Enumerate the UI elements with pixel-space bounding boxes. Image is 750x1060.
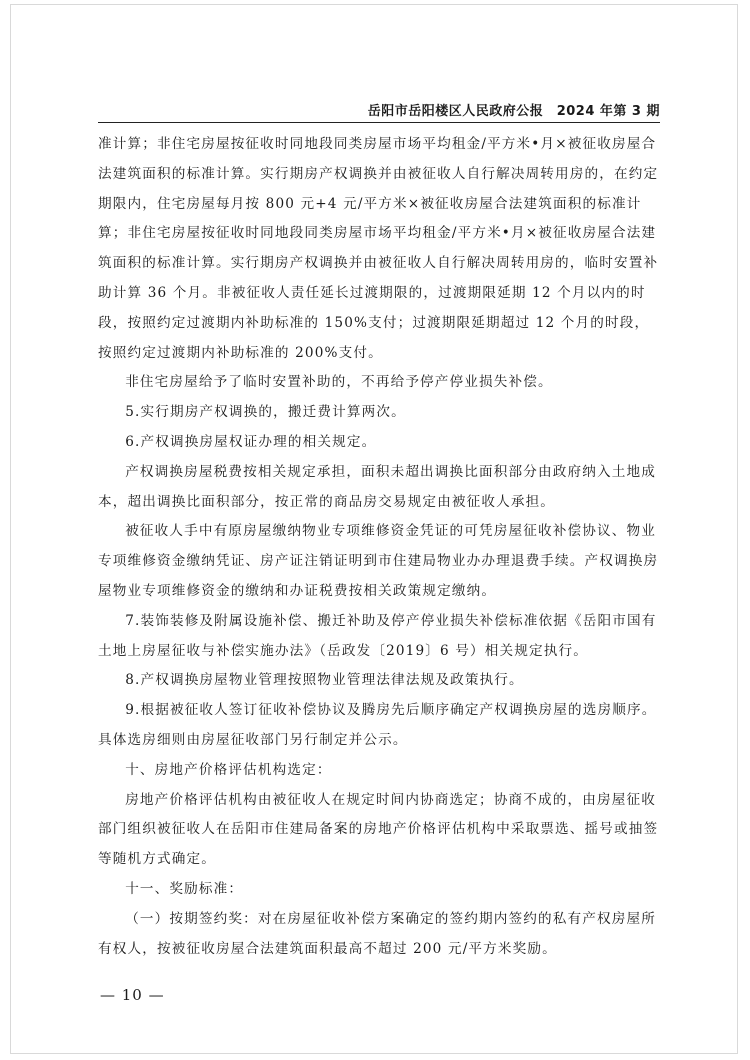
paragraph: 非住宅房屋给予了临时安置补助的，不再给予停产停业损失补偿。 <box>125 374 553 391</box>
paragraph-item-7: 7.装饰装修及附属设施补偿、搬迁补助及停产停业损失补偿标准依据《岳阳市国有土地上房屋征收与补偿实施办法》（岳政发〔2019〕6 号）相关规定执行。 <box>98 612 657 659</box>
section-heading-10: 十、房地产价格评估机构选定： <box>125 761 332 778</box>
header-divider <box>98 122 660 123</box>
paragraph-item-9: 9.根据被征收人签订征收补偿协议及腾房先后顺序确定产权调换房屋的选房顺序。具体选房细则由房屋征收部门另行制定并公示。 <box>98 702 657 748</box>
paragraph: 被征收人手中有原房屋缴纳物业专项维修资金凭证的可凭房屋征收补偿协议、物业专项维修资金缴纳凭证、房产证注销证明到市住建局物业办办理退费手续。产权调换房屋物业专项维修资金的缴纳和办证税费按相关政策规定缴纳。 <box>98 523 659 599</box>
paragraph: 产权调换房屋税费按相关规定承担，面积未超出调换比面积部分由政府纳入土地成本，超出调换比面积部分，按正常的商品房交易规定由被征收人承担。 <box>98 463 656 510</box>
page-number: — 10 — <box>100 986 165 1004</box>
gazette-header: 岳阳市岳阳楼区人民政府公报 2024 年第 3 期 <box>367 104 660 119</box>
paragraph-continued: 准计算；非住宅房屋按征收时同地段同类房屋市场平均租金/平方米•月×被征收房屋合法建筑面积的标准计算。实行期房产权调换并由被征收人自行解决周转用房的，在约定期限内，住宅房屋每月按 800 元+4 元/平方米×被征收房屋合法建筑面积的标准计算；非住宅房屋按征收时同地段同类房屋市场平均租金/平方米•月×被征收房屋合法建筑面积的标准计算。实行期房产权调换并由被征收人自行解决周转用房的，临时安置补助计算 36 个月。非被征收人责任延长过渡期限的，过渡期限延期 12 个月以内的时段，按照约定过渡期内补助标准的 150%支付；过渡期限延期超过 12 个月的时段，按照约定过渡期内补助标准的 200%支付。 <box>98 136 659 361</box>
paragraph-item-6: 6.产权调换房屋权证办理的相关规定。 <box>125 433 377 450</box>
document-body <box>98 130 660 964</box>
paragraph: 房地产价格评估机构由被征收人在规定时间内协商选定；协商不成的，由房屋征收部门组织被征收人在岳阳市住建局备案的房地产价格评估机构中采取票选、摇号或抽签等随机方式确定。 <box>98 791 659 868</box>
paragraph-sub-1: （一）按期签约奖：对在房屋征收补偿方案确定的签约期内签约的私有产权房屋所有权人，按被征收房屋合法建筑面积最高不超过 200 元/平方米奖励。 <box>98 910 656 957</box>
section-heading-11: 十一、奖励标准： <box>125 880 244 897</box>
paragraph-item-5: 5.实行期房产权调换的，搬迁费计算两次。 <box>125 404 406 421</box>
paragraph-item-8: 8.产权调换房屋物业管理按照物业管理法律法规及政策执行。 <box>125 672 524 689</box>
